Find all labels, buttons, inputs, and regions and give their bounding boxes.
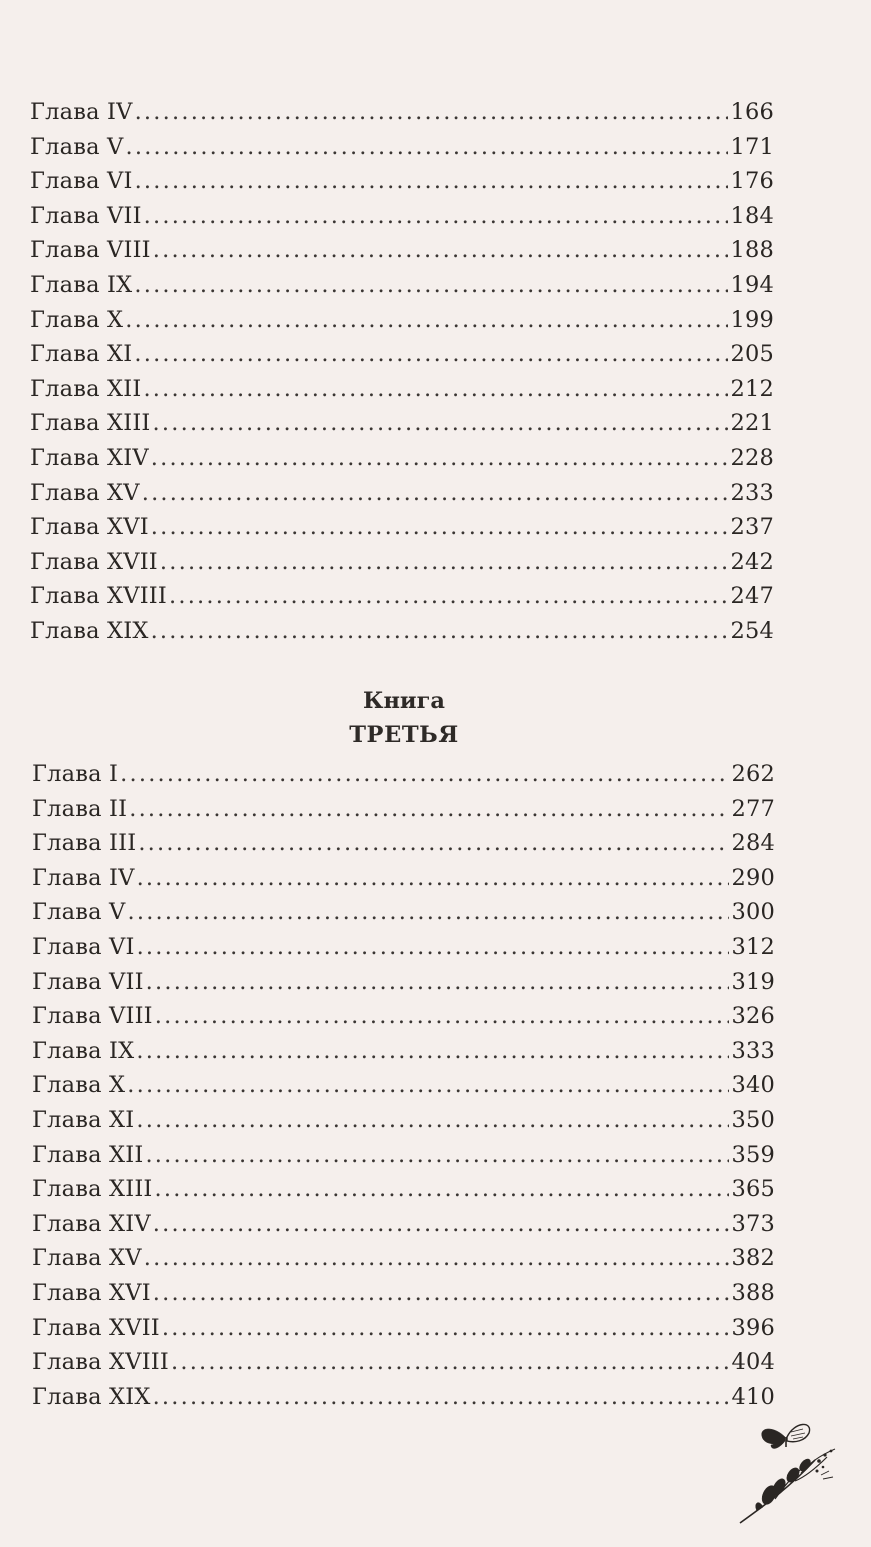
chapter-title: Глава XVIII [32, 1349, 169, 1376]
dot-leader [169, 579, 728, 614]
page-number: 228 [730, 444, 774, 471]
toc-entry [30, 130, 774, 165]
chapter-title: Глава XIX [30, 617, 149, 644]
page-number: 410 [731, 1383, 775, 1410]
page-number: 262 [731, 761, 775, 787]
toc-entry [32, 1138, 775, 1173]
toc-list-top [30, 95, 774, 649]
dot-leader [151, 614, 729, 649]
book-heading-title: ТРЕТЬЯ [349, 722, 459, 748]
toc-entry [32, 861, 775, 896]
dot-leader [127, 1068, 729, 1103]
page-number: 242 [730, 548, 774, 575]
toc-entry [30, 268, 774, 303]
chapter-title: Глава IX [30, 271, 133, 298]
toc-entry [32, 826, 775, 861]
chapter-title: Глава IX [32, 1037, 135, 1064]
page-number: 254 [730, 617, 774, 644]
page-number: 382 [731, 1245, 775, 1272]
dot-leader [153, 1207, 730, 1242]
dot-leader [153, 233, 729, 268]
dot-leader [120, 757, 729, 792]
dot-leader [137, 861, 730, 896]
dot-leader [144, 1241, 730, 1276]
toc-entry [30, 545, 774, 580]
toc-entry [30, 406, 774, 441]
page-number: 171 [730, 133, 774, 160]
page-number: 284 [731, 830, 775, 857]
page-number: 396 [731, 1314, 775, 1341]
dot-leader [136, 1034, 729, 1069]
chapter-title: Глава XV [30, 479, 140, 506]
dot-leader [134, 268, 728, 303]
toc-entry [30, 476, 774, 511]
toc-entry [30, 337, 774, 372]
chapter-title: Глава XIX [32, 1383, 151, 1410]
toc-list-bottom [32, 757, 775, 1414]
chapter-title: Глава XIII [30, 410, 151, 437]
dot-leader [142, 476, 729, 511]
toc-entry [32, 1311, 775, 1346]
dot-leader [128, 895, 730, 930]
page-number: 319 [731, 968, 775, 995]
dot-leader [153, 1380, 730, 1415]
toc-entry [32, 1345, 775, 1380]
chapter-title: Глава XVIII [30, 583, 167, 610]
toc-entry [32, 1207, 775, 1242]
chapter-title: Глава XIII [32, 1176, 153, 1203]
chapter-title: Глава III [32, 830, 137, 857]
page-number: 290 [731, 864, 775, 891]
toc-entry [32, 1068, 775, 1103]
toc-entry [32, 930, 775, 965]
toc-entry [32, 999, 775, 1034]
dot-leader [171, 1345, 729, 1380]
chapter-title: Глава VI [32, 933, 135, 960]
page-number: 237 [730, 514, 774, 541]
chapter-title: Глава XVI [30, 514, 149, 541]
page-number: 205 [730, 341, 774, 368]
toc-entry [32, 792, 775, 827]
page-number: 184 [730, 202, 774, 229]
toc-entry [32, 965, 775, 1000]
toc-entry [32, 1380, 775, 1415]
page-number: 199 [730, 306, 774, 333]
page-number: 333 [731, 1037, 775, 1064]
page-number: 365 [731, 1176, 775, 1203]
toc-entry [30, 579, 774, 614]
dot-leader [137, 930, 730, 965]
chapter-title: Глава VII [32, 968, 144, 995]
chapter-title: Глава XII [30, 375, 142, 402]
toc-entry [32, 895, 775, 930]
chapter-title: Глава VI [30, 168, 133, 195]
page-number: 247 [730, 583, 774, 610]
toc-entry [32, 1276, 775, 1311]
toc-entry [30, 372, 774, 407]
page-number: 359 [731, 1141, 775, 1168]
toc-entry [32, 1034, 775, 1069]
page-number: 212 [730, 375, 774, 402]
page-number: 221 [730, 410, 774, 437]
chapter-title: Глава VII [30, 202, 142, 229]
dot-leader [143, 372, 728, 407]
dot-leader [138, 826, 729, 861]
chapter-title: Глава XVII [32, 1314, 160, 1341]
chapter-title: Глава II [32, 795, 128, 822]
chapter-title: Глава XI [30, 341, 133, 368]
dot-leader [146, 965, 730, 1000]
chapter-title: Глава X [30, 306, 124, 333]
dot-leader [135, 95, 729, 130]
toc-entry [30, 510, 774, 545]
dot-leader [136, 1103, 729, 1138]
chapter-title: Глава XI [32, 1106, 135, 1133]
page-number: 188 [730, 237, 774, 264]
page-number: 373 [731, 1210, 775, 1237]
toc-entry [32, 1241, 775, 1276]
dot-leader [151, 510, 729, 545]
chapter-title: Глава V [30, 133, 124, 160]
page-number: 194 [730, 271, 774, 298]
dot-leader [160, 545, 729, 580]
chapter-title: Глава I [32, 761, 119, 787]
toc-entry [32, 757, 775, 792]
page-number: 312 [731, 933, 775, 960]
page-number: 300 [731, 899, 775, 926]
page-number: 326 [731, 1003, 775, 1030]
toc-entry [30, 95, 774, 130]
dot-leader [155, 1172, 730, 1207]
dot-leader [162, 1311, 730, 1346]
dot-leader [129, 792, 729, 827]
toc-entry [30, 303, 774, 338]
page-number: 388 [731, 1279, 775, 1306]
chapter-title: Глава XVI [32, 1279, 151, 1306]
toc-entry [32, 1103, 775, 1138]
chapter-title: Глава V [32, 899, 126, 926]
dot-leader [155, 999, 730, 1034]
dot-leader [153, 406, 729, 441]
toc-entry [30, 233, 774, 268]
chapter-title: Глава XIV [32, 1210, 151, 1237]
toc-entry [30, 164, 774, 199]
dot-leader [151, 441, 729, 476]
butterfly-branch-icon [735, 1415, 845, 1527]
dot-leader [145, 1138, 729, 1173]
chapter-title: Глава VIII [30, 237, 151, 264]
page-number: 350 [731, 1106, 775, 1133]
chapter-title: Глава IV [30, 99, 133, 125]
page-number: 340 [731, 1072, 775, 1099]
chapter-title: Глава XII [32, 1141, 144, 1168]
page-number: 404 [731, 1349, 775, 1376]
chapter-title: Глава XIV [30, 444, 149, 471]
dot-leader [153, 1276, 730, 1311]
book-heading-word: Книга [363, 688, 445, 714]
toc-entry [30, 614, 774, 649]
toc-entry [30, 441, 774, 476]
page-number: 166 [730, 99, 774, 125]
page-number: 176 [730, 168, 774, 195]
toc-entry [30, 199, 774, 234]
chapter-title: Глава XV [32, 1245, 142, 1272]
dot-leader [144, 199, 729, 234]
page-number: 277 [731, 795, 775, 822]
chapter-title: Глава IV [32, 864, 135, 891]
chapter-title: Глава VIII [32, 1003, 153, 1030]
toc-entry [32, 1172, 775, 1207]
dot-leader [134, 337, 728, 372]
dot-leader [125, 303, 728, 338]
dot-leader [126, 130, 729, 165]
chapter-title: Глава XVII [30, 548, 158, 575]
chapter-title: Глава X [32, 1072, 126, 1099]
dot-leader [135, 164, 729, 199]
page-number: 233 [730, 479, 774, 506]
